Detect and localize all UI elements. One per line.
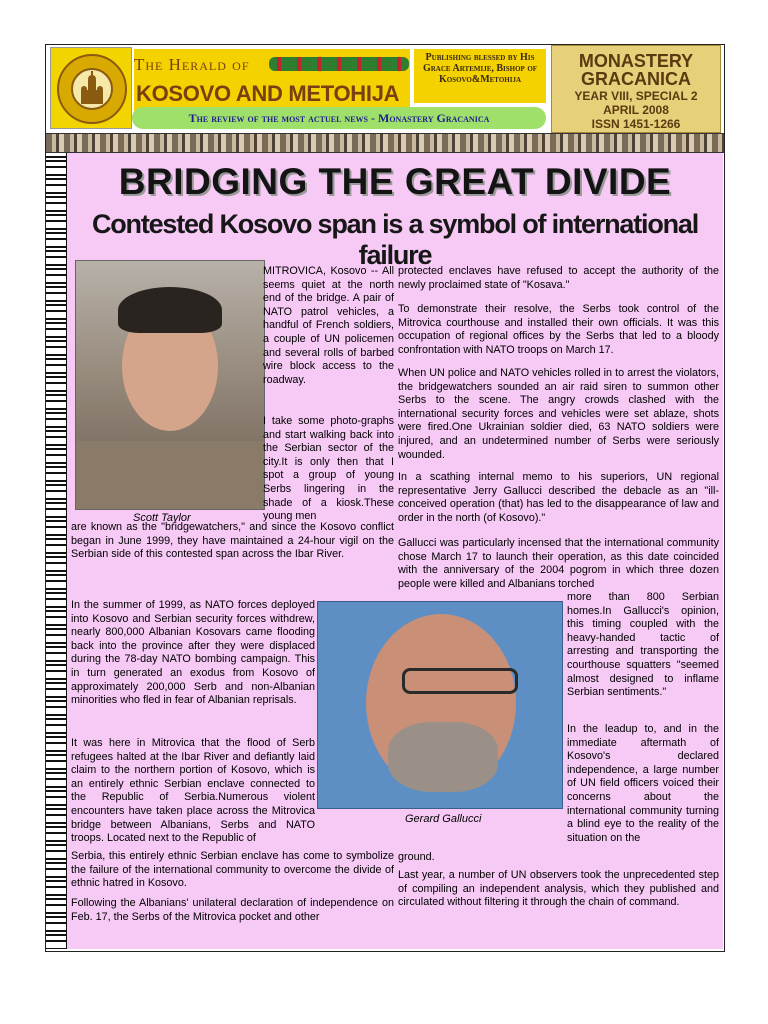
herald-title-box — [134, 49, 410, 113]
hair-shape — [118, 287, 222, 333]
review-banner — [132, 107, 546, 129]
paragraph-11: Gallucci was particularly incensed that the international community chose March 17 to launch their operation, as this date coincided with the anniversary of the 2004 pogrom in which three dozen people were killed and Albanians torched — [398, 537, 719, 590]
caption-gerard-gallucci: Gerard Gallucci — [405, 813, 482, 825]
church-icon — [71, 68, 113, 110]
paragraph-4: In the summer of 1999, as NATO forces deployed into Kosovo and Serbian security forces withdrew, nearly 800,000 Albanian Kosovars came flooding back into the province after they were displaced during the 78-day NATO bombing campaign. This in turn generated an exodus from Kosovo of approximately 200,000 Serb and non-Albanian minorities who fled in fear of Albanian reprisals. — [71, 599, 315, 707]
paragraph-3: are known as the "bridgewatchers," and since the Kosovo conflict began in June 1999, they have maintained a 24-hour vigil on the Serbian side of this contested span across the Ibar River. — [71, 521, 394, 561]
masthead — [46, 45, 724, 133]
monastery-badge — [551, 45, 721, 133]
review-tagline: The review of the most actuel news - Monastery Gracanica — [188, 111, 490, 125]
greek-key-border — [46, 153, 67, 949]
jacket-shape — [76, 441, 264, 510]
seal-ring — [57, 54, 127, 124]
paragraph-5b: Serbia, this entirely ethnic Serbian enclave has come to symbolize the failure of the international community to overcome the divide of ethnic hatred in Kosovo. — [71, 850, 394, 890]
paragraph-7: protected enclaves have refused to accept the authority of the newly proclaimed state of "Kosava." — [398, 265, 719, 291]
issn-label: ISSN 1451-1266 — [591, 117, 681, 131]
headline: BRIDGING THE GREAT DIVIDE — [118, 161, 672, 202]
paragraph-13: Last year, a number of UN observers took the unprecedented step of compiling an independent analysis, which they published and circulated without filtering it through the chain of command. — [398, 869, 719, 909]
gerard-gallucci-photo — [317, 601, 563, 809]
ornamental-divider — [46, 133, 724, 153]
paragraph-9: When UN police and NATO vehicles rolled in to arrest the violators, the bridgewatchers sounded an air raid siren to summon other Serbs to the scene. The angry crowds clashed with the international security forces and vehicles were set ablaze, shots were fired.One Ukrainian soldier died, 63 NATO soldiers were injured, and an undetermined number of Serbs were seriously wounded. — [398, 367, 719, 461]
paragraph-12b: ground. — [398, 851, 435, 863]
paragraph-11b: more than 800 Serbian homes.In Gallucci's opinion, this timing coupled with the heavy-handed tactic of arresting and transporting the courthouse squatters "seemed almost designed to inflame Serbian sentiments." — [567, 591, 719, 699]
garland-ornament — [269, 57, 409, 71]
issue-label: YEAR VIII, SPECIAL 2 — [574, 89, 698, 103]
beard-shape — [388, 722, 498, 792]
paragraph-12: In the leadup to, and in the immediate aftermath of Kosovo's declared independence, a large number of UN field officers voiced their concerns about the international community turning a blind eye to the reality of the situation on the — [567, 723, 719, 844]
paragraph-5: It was here in Mitrovica that the flood of Serb refugees halted at the Ibar River and defiantly laid claim to the northern portion of Kosovo, which is an entirely ethnic Serbian enclave connected to the Republic of Serbia.Numerous violent encounters have taken place across the Mitrovica bridge between Albanians, Serbs and NATO troops. Located next to the Republic of — [71, 737, 315, 845]
gracanica-label: GRACANICA — [581, 69, 691, 89]
article-body — [67, 153, 723, 949]
monastery-label: MONASTERY — [578, 51, 694, 71]
publishing-note: Publishing blessed by His Grace Artemije, Bishop of Kosovo&Metohija — [414, 49, 546, 103]
paragraph-10: In a scathing internal memo to his superiors, UN regional representative Jerry Gallucci described the debacle as an "ill-conceived operation (that) has led to the disappearance of law and order in the north (of Kosovo)." — [398, 471, 719, 524]
kosovo-title: KOSOVO AND METOHIJA — [136, 81, 400, 106]
herald-label: The Herald of — [134, 55, 250, 74]
paragraph-1: MITROVICA, Kosovo -- All seems quiet at the north end of the bridge. A pair of NATO patrol vehicles, a handful of French soldiers, a couple of UN policemen and several rolls of barbed wire block access to the roadway. — [263, 265, 394, 386]
glasses-shape — [402, 668, 518, 694]
paragraph-6: Following the Albanians' unilateral declaration of independence on Feb. 17, the Serbs of the Mitrovica pocket and other — [71, 897, 394, 923]
paragraph-8: To demonstrate their resolve, the Serbs took control of the Mitrovica courthouse and installed their own officials. It was this occupation of regional offices by the Serbs that led to a bloody confrontation with NATO troops on March 17. — [398, 303, 719, 356]
date-label: APRIL 2008 — [603, 103, 669, 117]
deck: Contested Kosovo span is a symbol of international failure — [91, 209, 699, 270]
newspaper-page — [45, 44, 725, 952]
scott-taylor-photo — [75, 260, 265, 510]
paragraph-2: I take some photo-graphs and start walking back into the Serbian sector of the city.It is only then that I spot a group of young Serbs lingering in the shade of a kiosk.These young men — [263, 415, 394, 523]
monastery-seal-logo — [50, 47, 132, 129]
caption-scott-taylor: Scott Taylor — [133, 512, 191, 524]
